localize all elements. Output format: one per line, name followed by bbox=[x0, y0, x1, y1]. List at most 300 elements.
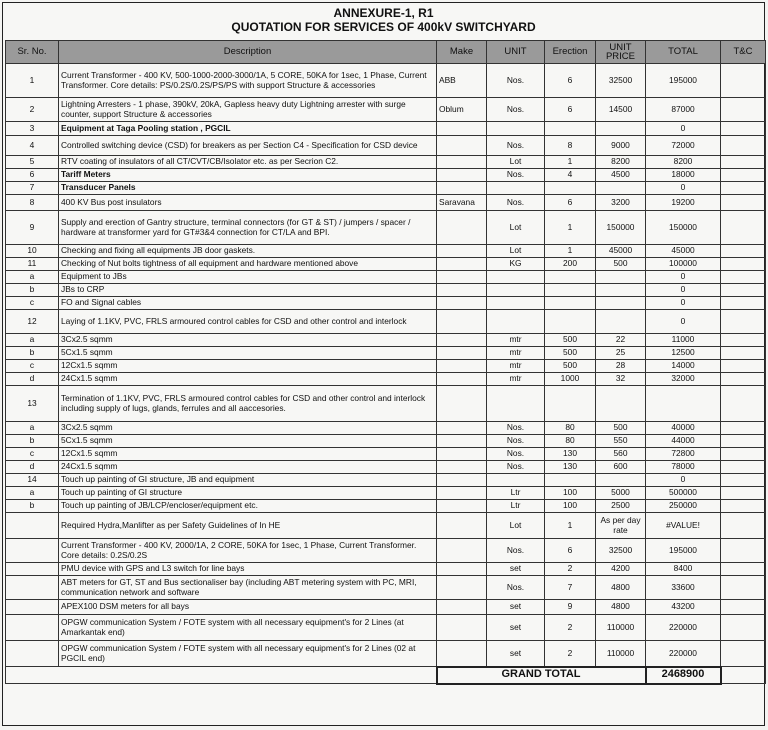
row-erection bbox=[545, 386, 596, 422]
row-unit: Lot bbox=[487, 513, 545, 539]
col-sr-no: Sr. No. bbox=[6, 41, 59, 64]
row-sr-no: a bbox=[6, 334, 59, 347]
row-description: 5Cx1.5 sqmm bbox=[59, 347, 437, 360]
row-tc bbox=[721, 576, 766, 600]
table-row bbox=[6, 64, 766, 98]
row-unit: set bbox=[487, 563, 545, 576]
table-row bbox=[6, 641, 766, 667]
row-sr-no: c bbox=[6, 448, 59, 461]
row-unit-price bbox=[596, 122, 646, 136]
row-make bbox=[437, 435, 487, 448]
row-unit-price bbox=[596, 474, 646, 487]
row-tc bbox=[721, 563, 766, 576]
row-description: APEX100 DSM meters for all bays bbox=[59, 600, 437, 615]
table-row bbox=[6, 347, 766, 360]
row-unit: Nos. bbox=[487, 539, 545, 563]
row-unit-price: 110000 bbox=[596, 641, 646, 667]
table-row bbox=[6, 435, 766, 448]
col-erection: Erection bbox=[545, 41, 596, 64]
row-tc bbox=[721, 435, 766, 448]
row-sr-no: d bbox=[6, 373, 59, 386]
row-erection: 7 bbox=[545, 576, 596, 600]
table-row bbox=[6, 258, 766, 271]
row-total: 78000 bbox=[646, 461, 721, 474]
row-tc bbox=[721, 474, 766, 487]
row-total: 87000 bbox=[646, 98, 721, 122]
row-make: Oblum bbox=[437, 98, 487, 122]
col-unit-price: UNIT PRICE bbox=[596, 41, 646, 64]
row-unit: mtr bbox=[487, 360, 545, 373]
row-tc bbox=[721, 271, 766, 284]
col-description: Description bbox=[59, 41, 437, 64]
table-row bbox=[6, 487, 766, 500]
row-unit-price: 150000 bbox=[596, 211, 646, 245]
row-make: Saravana bbox=[437, 195, 487, 211]
row-total: 195000 bbox=[646, 64, 721, 98]
row-description: OPGW communication System / FOTE system with all necessary equipment's for 2 Lines (02 at PGCIL end) bbox=[59, 641, 437, 667]
row-total: 220000 bbox=[646, 641, 721, 667]
row-unit-price: 560 bbox=[596, 448, 646, 461]
row-description: 3Cx2.5 sqmm bbox=[59, 334, 437, 347]
row-sr-no: 12 bbox=[6, 310, 59, 334]
row-erection: 130 bbox=[545, 448, 596, 461]
table-row bbox=[6, 563, 766, 576]
row-tc bbox=[721, 211, 766, 245]
row-description: Touch up painting of GI structure, JB and equipment bbox=[59, 474, 437, 487]
col-total: TOTAL bbox=[646, 41, 721, 64]
row-sr-no: 3 bbox=[6, 122, 59, 136]
row-total: 44000 bbox=[646, 435, 721, 448]
row-sr-no: b bbox=[6, 347, 59, 360]
row-unit-price bbox=[596, 284, 646, 297]
row-unit: Nos. bbox=[487, 435, 545, 448]
row-erection: 1000 bbox=[545, 373, 596, 386]
row-make bbox=[437, 122, 487, 136]
row-erection: 4 bbox=[545, 169, 596, 182]
row-unit: Ltr bbox=[487, 500, 545, 513]
row-total: 8400 bbox=[646, 563, 721, 576]
row-total: 195000 bbox=[646, 539, 721, 563]
row-description: JBs to CRP bbox=[59, 284, 437, 297]
row-make bbox=[437, 284, 487, 297]
row-unit: Nos. bbox=[487, 64, 545, 98]
row-unit: mtr bbox=[487, 373, 545, 386]
row-erection: 6 bbox=[545, 539, 596, 563]
row-tc bbox=[721, 448, 766, 461]
row-unit-price bbox=[596, 386, 646, 422]
row-unit: KG bbox=[487, 258, 545, 271]
row-make bbox=[437, 563, 487, 576]
row-tc bbox=[721, 334, 766, 347]
row-unit-price: 2500 bbox=[596, 500, 646, 513]
row-total: 72000 bbox=[646, 136, 721, 156]
row-sr-no: 10 bbox=[6, 245, 59, 258]
row-tc bbox=[721, 156, 766, 169]
row-unit-price: 4200 bbox=[596, 563, 646, 576]
row-erection: 80 bbox=[545, 422, 596, 435]
row-unit-price: 600 bbox=[596, 461, 646, 474]
row-make bbox=[437, 422, 487, 435]
row-total: 43200 bbox=[646, 600, 721, 615]
row-description: Laying of 1.1KV, PVC, FRLS armoured control cables for CSD and other control and interlock bbox=[59, 310, 437, 334]
grand-total-label: GRAND TOTAL bbox=[437, 667, 646, 684]
row-description: FO and Signal cables bbox=[59, 297, 437, 310]
row-erection bbox=[545, 474, 596, 487]
row-total: 100000 bbox=[646, 258, 721, 271]
row-sr-no: a bbox=[6, 422, 59, 435]
row-description: Touch up painting of JB/LCP/encloser/equipment etc. bbox=[59, 500, 437, 513]
row-make bbox=[437, 271, 487, 284]
row-erection: 500 bbox=[545, 347, 596, 360]
row-make bbox=[437, 182, 487, 195]
row-unit: Nos. bbox=[487, 461, 545, 474]
row-unit: Nos. bbox=[487, 169, 545, 182]
row-tc bbox=[721, 310, 766, 334]
row-make bbox=[437, 245, 487, 258]
row-unit: mtr bbox=[487, 334, 545, 347]
row-unit-price: As per day rate bbox=[596, 513, 646, 539]
col-unit: UNIT bbox=[487, 41, 545, 64]
row-description: RTV coating of insulators of all CT/CVT/CB/Isolator etc. as per Secrion C2. bbox=[59, 156, 437, 169]
row-unit-price: 110000 bbox=[596, 615, 646, 641]
row-erection: 130 bbox=[545, 461, 596, 474]
table-row bbox=[6, 448, 766, 461]
row-sr-no: a bbox=[6, 487, 59, 500]
table-row bbox=[6, 136, 766, 156]
row-erection: 80 bbox=[545, 435, 596, 448]
row-make bbox=[437, 297, 487, 310]
row-make bbox=[437, 347, 487, 360]
row-unit: Nos. bbox=[487, 422, 545, 435]
row-unit-price: 4800 bbox=[596, 576, 646, 600]
row-unit-price: 8200 bbox=[596, 156, 646, 169]
row-sr-no bbox=[6, 513, 59, 539]
table-row bbox=[6, 334, 766, 347]
row-total: 0 bbox=[646, 284, 721, 297]
row-tc bbox=[721, 386, 766, 422]
row-erection: 500 bbox=[545, 334, 596, 347]
row-unit-price: 9000 bbox=[596, 136, 646, 156]
row-total: 18000 bbox=[646, 169, 721, 182]
row-total: 11000 bbox=[646, 334, 721, 347]
row-sr-no bbox=[6, 600, 59, 615]
row-tc bbox=[721, 539, 766, 563]
row-sr-no: 5 bbox=[6, 156, 59, 169]
row-erection: 1 bbox=[545, 513, 596, 539]
table-row bbox=[6, 310, 766, 334]
header-row bbox=[6, 41, 766, 64]
row-tc bbox=[721, 500, 766, 513]
row-description: Required Hydra,Manlifter as per Safety Guidelines of In HE bbox=[59, 513, 437, 539]
table-row bbox=[6, 600, 766, 615]
table-row bbox=[6, 122, 766, 136]
row-description: Controlled switching device (CSD) for breakers as per Section C4 - Specification for CSD device bbox=[59, 136, 437, 156]
annexure-title: ANNEXURE-1, R1 bbox=[333, 6, 434, 20]
row-unit: set bbox=[487, 641, 545, 667]
row-make bbox=[437, 373, 487, 386]
row-description: Equipment at Taga Pooling station , PGCIL bbox=[59, 122, 437, 136]
row-unit: Lot bbox=[487, 211, 545, 245]
row-sr-no: 13 bbox=[6, 386, 59, 422]
row-make bbox=[437, 615, 487, 641]
row-make bbox=[437, 576, 487, 600]
table-row bbox=[6, 169, 766, 182]
row-unit bbox=[487, 297, 545, 310]
row-make bbox=[437, 539, 487, 563]
row-description: 3Cx2.5 sqmm bbox=[59, 422, 437, 435]
row-total: 220000 bbox=[646, 615, 721, 641]
row-sr-no: 11 bbox=[6, 258, 59, 271]
row-sr-no: 1 bbox=[6, 64, 59, 98]
row-unit bbox=[487, 284, 545, 297]
row-make bbox=[437, 513, 487, 539]
row-description: Current Transformer - 400 KV, 2000/1A, 2 CORE, 50KA for 1sec, 1 Phase, Current Transformer. Core details: 0.2S/0.2S bbox=[59, 539, 437, 563]
row-sr-no: 4 bbox=[6, 136, 59, 156]
row-tc bbox=[721, 360, 766, 373]
row-description: Tariff Meters bbox=[59, 169, 437, 182]
grand-total-row bbox=[6, 667, 766, 684]
row-description: Equipment to JBs bbox=[59, 271, 437, 284]
row-erection: 2 bbox=[545, 641, 596, 667]
row-unit-price: 4800 bbox=[596, 600, 646, 615]
row-erection: 100 bbox=[545, 487, 596, 500]
table-row bbox=[6, 182, 766, 195]
row-sr-no: d bbox=[6, 461, 59, 474]
row-erection bbox=[545, 182, 596, 195]
row-tc bbox=[721, 487, 766, 500]
row-erection: 2 bbox=[545, 563, 596, 576]
table-row bbox=[6, 297, 766, 310]
table-row bbox=[6, 271, 766, 284]
row-erection: 6 bbox=[545, 64, 596, 98]
table-body bbox=[6, 64, 766, 667]
row-unit: Nos. bbox=[487, 98, 545, 122]
row-description: Checking and fixing all equipments JB door gaskets. bbox=[59, 245, 437, 258]
row-sr-no: c bbox=[6, 360, 59, 373]
table-row bbox=[6, 386, 766, 422]
grand-total-value: 2468900 bbox=[646, 667, 721, 684]
table-row bbox=[6, 615, 766, 641]
row-total: 8200 bbox=[646, 156, 721, 169]
row-description: Supply and erection of Gantry structure, terminal connectors (for GT & ST) / jumpers / spacer / hardware at transformer yard for GT#3&4 connection for CT/LA and BPI. bbox=[59, 211, 437, 245]
table-row bbox=[6, 360, 766, 373]
row-tc bbox=[721, 284, 766, 297]
row-description: 5Cx1.5 sqmm bbox=[59, 435, 437, 448]
row-erection: 9 bbox=[545, 600, 596, 615]
row-tc bbox=[721, 98, 766, 122]
row-total: 250000 bbox=[646, 500, 721, 513]
row-erection bbox=[545, 271, 596, 284]
row-erection: 6 bbox=[545, 98, 596, 122]
row-unit-price: 5000 bbox=[596, 487, 646, 500]
row-unit: set bbox=[487, 615, 545, 641]
row-total: 19200 bbox=[646, 195, 721, 211]
table-row bbox=[6, 422, 766, 435]
row-unit bbox=[487, 474, 545, 487]
row-erection: 8 bbox=[545, 136, 596, 156]
row-total: 0 bbox=[646, 297, 721, 310]
row-unit-price: 4500 bbox=[596, 169, 646, 182]
row-make bbox=[437, 448, 487, 461]
row-tc bbox=[721, 64, 766, 98]
row-erection: 1 bbox=[545, 211, 596, 245]
row-total: 0 bbox=[646, 474, 721, 487]
row-total: 40000 bbox=[646, 422, 721, 435]
row-tc bbox=[721, 513, 766, 539]
row-make bbox=[437, 487, 487, 500]
row-total: 45000 bbox=[646, 245, 721, 258]
row-make bbox=[437, 310, 487, 334]
col-tc: T&C bbox=[721, 41, 766, 64]
row-unit: Ltr bbox=[487, 487, 545, 500]
table-row bbox=[6, 195, 766, 211]
row-erection: 2 bbox=[545, 615, 596, 641]
row-unit-price bbox=[596, 297, 646, 310]
row-sr-no: b bbox=[6, 500, 59, 513]
row-description: Termination of 1.1KV, PVC, FRLS armoured control cables for CSD and other control and interlock including supply of lugs, glands, ferrules and all aaccesories. bbox=[59, 386, 437, 422]
row-make bbox=[437, 360, 487, 373]
row-sr-no bbox=[6, 576, 59, 600]
row-tc bbox=[721, 297, 766, 310]
row-erection bbox=[545, 284, 596, 297]
row-tc bbox=[721, 600, 766, 615]
row-erection bbox=[545, 122, 596, 136]
row-description: Checking of Nut bolts tightness of all equipment and hardware mentioned above bbox=[59, 258, 437, 271]
row-description: 400 KV Bus post insulators bbox=[59, 195, 437, 211]
row-tc bbox=[721, 373, 766, 386]
row-unit: Nos. bbox=[487, 576, 545, 600]
row-sr-no: a bbox=[6, 271, 59, 284]
row-make bbox=[437, 474, 487, 487]
row-sr-no: 7 bbox=[6, 182, 59, 195]
row-total: 12500 bbox=[646, 347, 721, 360]
row-tc bbox=[721, 347, 766, 360]
row-make bbox=[437, 386, 487, 422]
table-row bbox=[6, 461, 766, 474]
row-unit-price: 28 bbox=[596, 360, 646, 373]
row-description: PMU device with GPS and L3 switch for line bays bbox=[59, 563, 437, 576]
row-erection: 200 bbox=[545, 258, 596, 271]
row-total: 32000 bbox=[646, 373, 721, 386]
row-total: 0 bbox=[646, 310, 721, 334]
table-row bbox=[6, 576, 766, 600]
row-unit bbox=[487, 386, 545, 422]
row-total: 500000 bbox=[646, 487, 721, 500]
row-make bbox=[437, 169, 487, 182]
row-unit bbox=[487, 271, 545, 284]
table-row bbox=[6, 98, 766, 122]
row-sr-no: 9 bbox=[6, 211, 59, 245]
row-unit-price: 25 bbox=[596, 347, 646, 360]
table-row bbox=[6, 500, 766, 513]
table-row bbox=[6, 474, 766, 487]
row-unit-price bbox=[596, 271, 646, 284]
row-tc bbox=[721, 258, 766, 271]
row-sr-no: b bbox=[6, 284, 59, 297]
row-total bbox=[646, 386, 721, 422]
row-tc bbox=[721, 641, 766, 667]
row-erection: 500 bbox=[545, 360, 596, 373]
row-make bbox=[437, 156, 487, 169]
table-row bbox=[6, 156, 766, 169]
row-sr-no bbox=[6, 563, 59, 576]
row-erection: 100 bbox=[545, 500, 596, 513]
row-description: Lightning Arresters - 1 phase, 390kV, 20kA, Gapless heavy duty Lightning arrester with surge counter, support Structure & accessories bbox=[59, 98, 437, 122]
row-unit: Lot bbox=[487, 156, 545, 169]
row-total: 150000 bbox=[646, 211, 721, 245]
row-make bbox=[437, 500, 487, 513]
table-row bbox=[6, 284, 766, 297]
quotation-sheet bbox=[2, 2, 765, 726]
row-tc bbox=[721, 195, 766, 211]
row-description: OPGW communication System / FOTE system with all necessary equipment's for 2 Lines (at Amarkantak end) bbox=[59, 615, 437, 641]
row-description: ABT meters for GT, ST and Bus sectionaliser bay (including ABT metering system with PC, MRI, communication network and software bbox=[59, 576, 437, 600]
row-sr-no: b bbox=[6, 435, 59, 448]
row-make bbox=[437, 136, 487, 156]
row-sr-no: 8 bbox=[6, 195, 59, 211]
row-tc bbox=[721, 169, 766, 182]
row-tc bbox=[721, 182, 766, 195]
row-make bbox=[437, 258, 487, 271]
row-unit: Nos. bbox=[487, 448, 545, 461]
row-unit: Lot bbox=[487, 245, 545, 258]
row-unit-price: 22 bbox=[596, 334, 646, 347]
row-make bbox=[437, 600, 487, 615]
table-row bbox=[6, 513, 766, 539]
table-row bbox=[6, 211, 766, 245]
row-description: 12Cx1.5 sqmm bbox=[59, 360, 437, 373]
quotation-table bbox=[5, 40, 766, 685]
row-erection bbox=[545, 297, 596, 310]
row-total: 33600 bbox=[646, 576, 721, 600]
row-unit bbox=[487, 122, 545, 136]
row-total: 0 bbox=[646, 271, 721, 284]
row-description: Transducer Panels bbox=[59, 182, 437, 195]
row-sr-no bbox=[6, 641, 59, 667]
row-make bbox=[437, 211, 487, 245]
row-erection: 1 bbox=[545, 245, 596, 258]
row-sr-no bbox=[6, 539, 59, 563]
row-unit-price: 32 bbox=[596, 373, 646, 386]
row-unit-price: 14500 bbox=[596, 98, 646, 122]
row-unit: set bbox=[487, 600, 545, 615]
row-total: 14000 bbox=[646, 360, 721, 373]
row-unit-price bbox=[596, 310, 646, 334]
row-description: 24Cx1.5 sqmm bbox=[59, 373, 437, 386]
row-sr-no: c bbox=[6, 297, 59, 310]
row-unit-price: 32500 bbox=[596, 539, 646, 563]
row-make bbox=[437, 641, 487, 667]
row-total: 0 bbox=[646, 182, 721, 195]
row-unit-price: 32500 bbox=[596, 64, 646, 98]
row-tc bbox=[721, 615, 766, 641]
row-description: 24Cx1.5 sqmm bbox=[59, 461, 437, 474]
row-tc bbox=[721, 245, 766, 258]
row-total: #VALUE! bbox=[646, 513, 721, 539]
row-tc bbox=[721, 136, 766, 156]
row-erection: 1 bbox=[545, 156, 596, 169]
row-sr-no: 14 bbox=[6, 474, 59, 487]
table-row bbox=[6, 373, 766, 386]
row-unit bbox=[487, 310, 545, 334]
row-description: Current Transformer - 400 KV, 500-1000-2000-3000/1A, 5 CORE, 50KA for 1sec, 1 Phase, Current Transformer. Core details: PS/0.2S/0.2S/PS/PS with support Structure & accessories bbox=[59, 64, 437, 98]
table-row bbox=[6, 245, 766, 258]
col-make: Make bbox=[437, 41, 487, 64]
row-unit bbox=[487, 182, 545, 195]
row-tc bbox=[721, 422, 766, 435]
table-row bbox=[6, 539, 766, 563]
row-make bbox=[437, 334, 487, 347]
